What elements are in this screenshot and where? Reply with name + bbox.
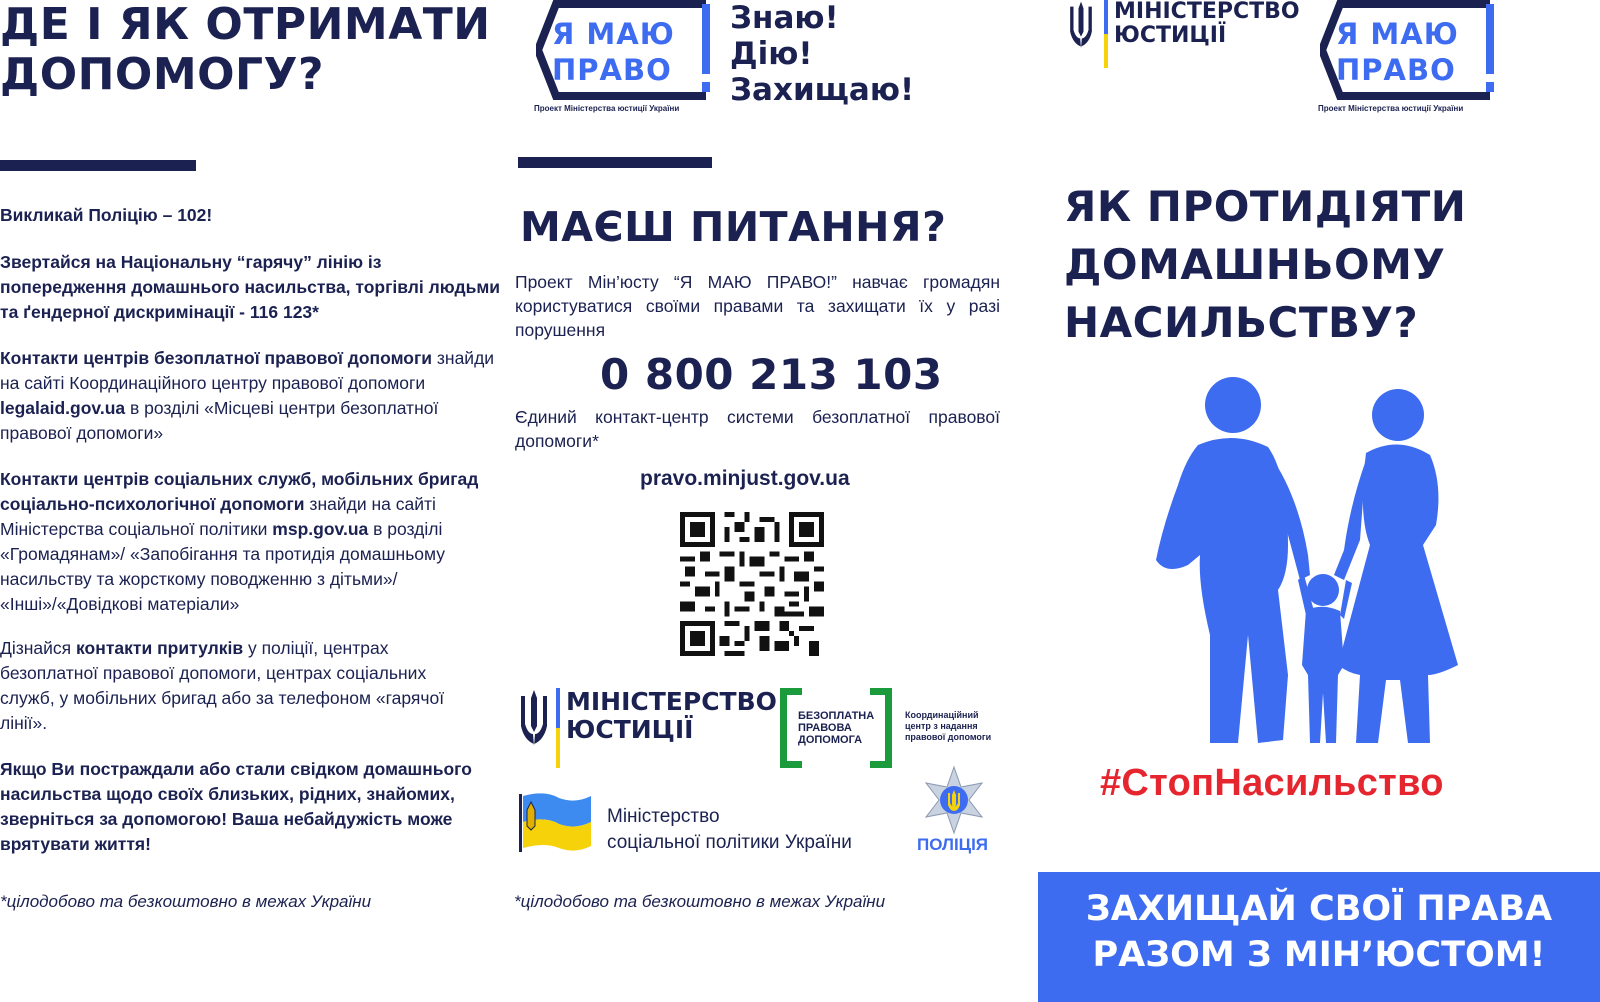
ministry-of-social-policy-logo bbox=[515, 790, 905, 860]
call-police-paragraph: Викликай Поліцію – 102! bbox=[0, 205, 213, 225]
legalaid-link[interactable]: legalaid.gov.ua bbox=[0, 398, 126, 418]
trident-icon bbox=[516, 688, 552, 748]
witness-paragraph: Якщо Ви постраждали або стали свідком домашнього насильства щодо своїх близьких, рідних, знайомих, зверніться за допомогою! Ваша небайдужість може врятувати життя! bbox=[0, 759, 472, 854]
ministry-of-justice-logo bbox=[1066, 0, 1300, 90]
protect-rights-banner-text: ЗАХИЩАЙ СВОЇ ПРАВА РАЗОМ З МІН’ЮСТОМ! bbox=[1085, 889, 1553, 975]
footnote: *цілодобово та безкоштовно в межах України bbox=[0, 892, 372, 911]
legal-aid-paragraph: Контакти центрів безоплатної правової допомоги знайди на сайті Координаційного центру правової допомоги legalaid.gov.ua в розділі «Місцеві центри безоплатної правової допомоги» bbox=[0, 348, 495, 443]
flag-icon bbox=[515, 790, 595, 854]
where-to-get-help-title: ДЕ І ЯК ОТРИМАТИ ДОПОМОГУ? bbox=[0, 0, 491, 100]
protect-rights-banner bbox=[1038, 872, 1600, 1002]
i-have-right-logo bbox=[516, 0, 716, 118]
project-intro: Проект Мін’юсту “Я МАЮ ПРАВО!” навчає громадян користуватися своїми правами та захищати їх у разі порушення bbox=[515, 272, 1000, 340]
trident-icon bbox=[1066, 0, 1096, 50]
family-silhouette-icon bbox=[1138, 375, 1498, 755]
qr-code-icon[interactable] bbox=[680, 512, 824, 656]
logo-caption: Проект Міністерства юстиції України bbox=[1318, 104, 1464, 113]
hotline-paragraph: Звертайся на Національну “гарячу” лінію із попередження домашнього насильства, торгівлі людьми та ґендерної дискримінації - 116 123* bbox=[0, 252, 501, 322]
shelters-paragraph: Дізнайся контакти притулків у поліції, центрах безоплатної правової допомоги, центрах соціальних служб, у мобільних бригад або за телефоном «гарячої лінії». bbox=[0, 638, 445, 733]
logo-text: Я МАЮ ПРАВО bbox=[552, 17, 675, 87]
ministry-of-justice-name: МІНІСТЕРСТВО ЮСТИЦІЇ bbox=[566, 687, 777, 744]
ministry-of-justice-logo bbox=[516, 687, 777, 778]
contact-center-description: Єдиний контакт-центр системи безоплатної правової допомоги* bbox=[515, 407, 1000, 451]
ministry-of-justice-name: МІНІСТЕРСТВО ЮСТИЦІЇ bbox=[1114, 0, 1300, 48]
police-label: ПОЛІЦІЯ bbox=[917, 835, 989, 854]
column-counter-violence bbox=[1058, 0, 1600, 1002]
msp-link[interactable]: msp.gov.ua bbox=[272, 519, 369, 539]
website-link[interactable]: pravo.minjust.gov.ua bbox=[640, 467, 850, 490]
divider bbox=[518, 157, 712, 168]
free-legal-aid-logo bbox=[780, 688, 1020, 768]
logo-caption: Проект Міністерства юстиції України bbox=[534, 104, 680, 113]
flag-stripe bbox=[556, 688, 560, 768]
footnote: *цілодобово та безкоштовно в межах України bbox=[514, 892, 886, 911]
legal-aid-side-text: Координаційний центр з надання правової допомоги bbox=[905, 710, 992, 742]
police-logo bbox=[915, 765, 997, 860]
logo-text: Я МАЮ ПРАВО bbox=[1336, 17, 1459, 87]
i-have-right-logo bbox=[1300, 0, 1500, 118]
column-have-questions bbox=[514, 0, 1030, 1002]
social-services-paragraph: Контакти центрів соціальних служб, мобільних бригад соціально-психологічної допомоги знайди на сайті Міністерства соціальної політики msp.gov.ua в розділі «Громадянам»/ «Запобігання та протидія домашньому насильству та жорсткому поводженню з дітьми»/ «Інші»/«Довідкові матеріали» bbox=[0, 469, 479, 614]
stop-violence-hashtag: #СтопНасильство bbox=[1100, 762, 1444, 804]
slogan: Знаю! Дію! Захищаю! bbox=[730, 0, 915, 108]
legal-aid-box-text: БЕЗОПЛАТНА ПРАВОВА ДОПОМОГА bbox=[798, 710, 875, 746]
police-badge-icon bbox=[919, 765, 989, 835]
ministry-of-social-policy-name: Міністерство соціальної політики України bbox=[607, 806, 852, 853]
have-questions-heading: МАЄШ ПИТАННЯ? bbox=[520, 203, 947, 251]
column-where-to-get-help bbox=[0, 0, 510, 1002]
flag-stripe bbox=[1104, 0, 1108, 68]
hotline-phone-number[interactable]: 0 800 213 103 bbox=[600, 350, 943, 399]
counter-violence-title: ЯК ПРОТИДІЯТИ ДОМАШНЬОМУ НАСИЛЬСТВУ? bbox=[1064, 182, 1467, 347]
divider bbox=[0, 160, 196, 171]
